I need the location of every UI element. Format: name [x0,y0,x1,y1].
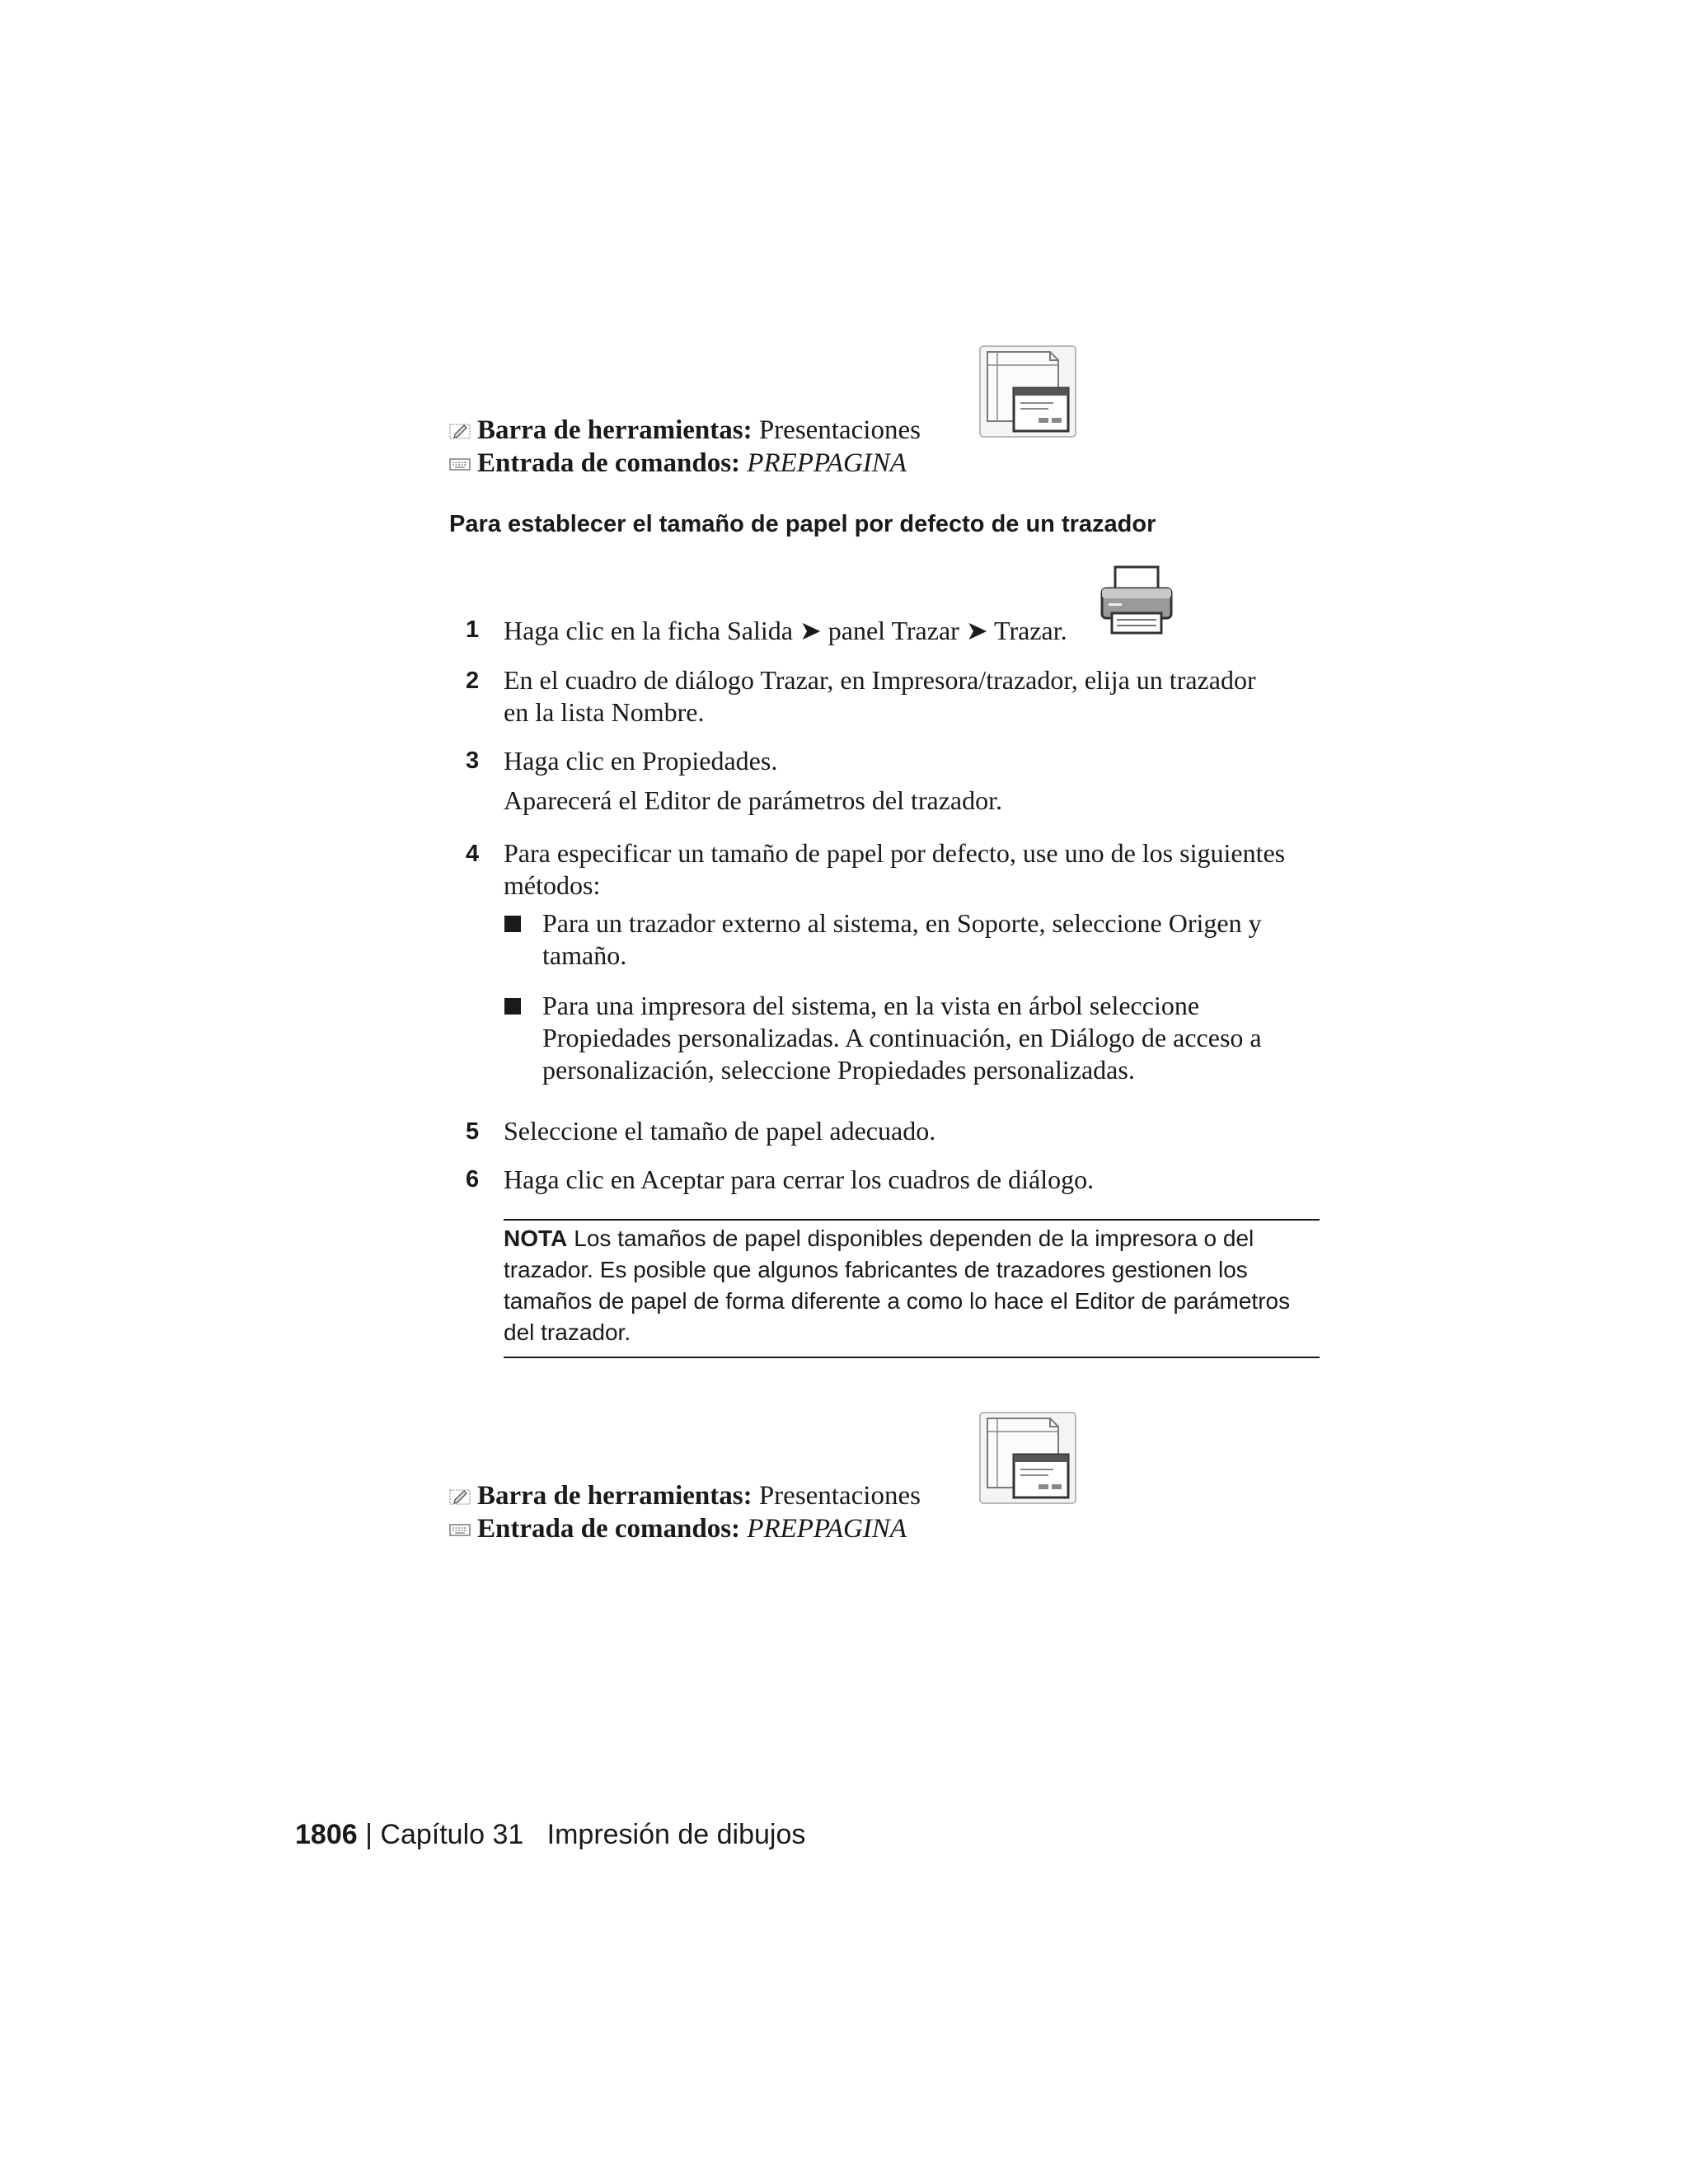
command-line [449,447,907,480]
toolbar-label: Barra de herramientas: [477,415,753,445]
step-text: Haga clic en Aceptar para cerrar los cuadros de diálogo. [504,1165,1095,1194]
step-number: 4 [466,841,480,867]
note-bottom-rule [504,1357,1320,1358]
command-value: PREPPAGINA [747,1514,907,1544]
step-text-line: En el cuadro de diálogo Trazar, en Impresora/trazador, elija un trazador [504,665,1256,695]
toolbar-pencil-icon [449,422,471,440]
chapter-label: Capítulo 31 [380,1819,524,1850]
command-value: PREPPAGINA [747,448,907,478]
note-line: trazador. Es posible que algunos fabricantes de trazadores gestionen los [504,1257,1248,1282]
step-text-line: en la lista Nombre. [504,697,705,727]
step-text-line: Para especificar un tamaño de papel por defecto, use uno de los siguientes [504,838,1286,868]
bullet-marker [504,998,521,1015]
toolbar-value: Presentaciones [758,415,921,445]
page-setup-manager-icon [979,345,1076,438]
page-setup-manager-icon [979,1412,1076,1504]
step-number: 6 [466,1166,480,1193]
step-text: Haga clic en la ficha Salida ➤ panel Trazar ➤ Trazar. [504,616,1067,645]
keyboard-icon [449,455,471,473]
page-number: 1806 [295,1819,358,1850]
note-line: del trazador. [504,1319,631,1345]
note-label: NOTA [504,1226,568,1251]
bullet-text-line: tamaño. [542,940,627,970]
step-result: Aparecerá el Editor de parámetros del trazador. [504,785,1003,815]
printer-icon [1099,565,1175,636]
keyboard-icon [449,1521,471,1539]
step-text-line: métodos: [504,870,601,900]
command-label: Entrada de comandos: [477,448,741,478]
procedure-heading: Para establecer el tamaño de papel por defecto de un trazador [449,511,1156,537]
toolbar-value: Presentaciones [758,1481,921,1511]
command-label: Entrada de comandos: [477,1514,741,1544]
page-footer [295,1818,805,1851]
footer-separator: | [365,1819,373,1850]
command-line [449,1512,907,1545]
step-number: 2 [466,668,480,694]
note-text: Los tamaños de papel disponibles dependen de la impresora o del [574,1226,1254,1251]
toolbar-pencil-icon [449,1488,471,1506]
bullet-text-line: Para una impresora del sistema, en la vista en árbol seleccione [542,991,1200,1020]
note-top-rule [504,1219,1320,1221]
bullet-marker [504,916,521,932]
bullet-text-line: personalización, seleccione Propiedades personalizadas. [542,1055,1135,1085]
note-line [504,1223,1254,1254]
chapter-title: Impresión de dibujos [546,1819,806,1850]
step-number: 1 [466,616,480,643]
bullet-text-line: Para un trazador externo al sistema, en Soporte, seleccione Origen y [542,908,1262,938]
step-text: Haga clic en Propiedades. [504,746,778,776]
step-number: 5 [466,1118,480,1145]
toolbar-line [449,414,921,447]
step-text: Seleccione el tamaño de papel adecuado. [504,1116,936,1146]
bullet-text-line: Propiedades personalizadas. A continuación, en Diálogo de acceso a [542,1023,1262,1052]
toolbar-line [449,1479,921,1512]
toolbar-label: Barra de herramientas: [477,1481,753,1511]
note-line: tamaños de papel de forma diferente a como lo hace el Editor de parámetros [504,1288,1291,1314]
step-number: 3 [466,748,480,774]
